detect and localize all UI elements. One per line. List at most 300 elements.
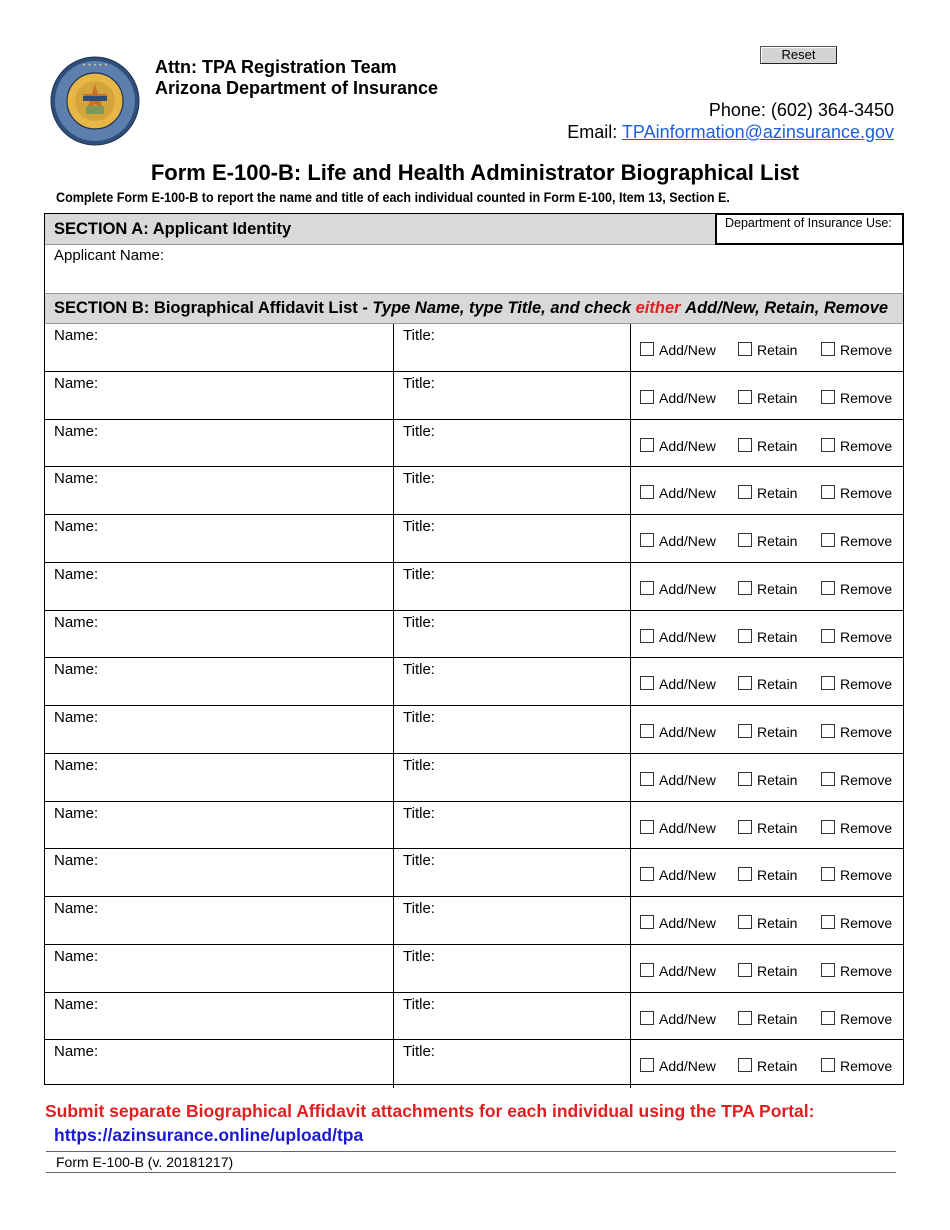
checkbox-icon [640,629,654,643]
title-cell [394,754,631,801]
add-new-label: Add/New [659,580,716,597]
retain-checkbox[interactable] [738,390,797,406]
checkbox-icon [738,1011,752,1025]
add-new-checkbox[interactable] [640,724,716,740]
form-instructions: Complete Form E-100-B to report the name and title of each individual counted in Form E-100, Item 13, Section E. [56,190,730,205]
checkbox-icon [821,342,835,356]
remove-checkbox[interactable] [821,676,892,692]
name-input[interactable] [45,726,397,752]
email-label: Email: [567,122,618,142]
title-input[interactable] [394,344,634,370]
add-new-checkbox[interactable] [640,390,716,406]
remove-label: Remove [840,867,893,884]
table-row [45,658,903,706]
add-new-label: Add/New [659,533,716,549]
checkbox-icon [738,915,752,929]
footer-divider-bottom [46,1172,896,1173]
name-cell [45,945,394,992]
add-new-checkbox[interactable] [640,915,716,931]
name-input[interactable] [45,583,397,609]
title-input[interactable] [394,678,634,704]
checkbox-icon [640,1058,654,1072]
title-label: Title: [403,709,435,726]
biographical-list [45,324,903,1088]
reset-button[interactable]: Reset [760,46,837,64]
checkbox-icon [738,485,752,499]
title-label: Title: [403,422,435,440]
title-input[interactable] [394,726,634,752]
name-cell [45,754,394,801]
checkbox-icon [821,963,835,977]
retain-checkbox[interactable] [738,820,797,836]
retain-checkbox[interactable] [738,485,797,501]
retain-label: Retain [757,962,798,979]
title-cell [394,515,631,562]
tpa-portal-link[interactable]: https://azinsurance.online/upload/tpa [54,1125,364,1145]
retain-label: Retain [757,819,798,836]
checkbox-icon [821,1058,835,1072]
title-cell [394,563,631,610]
remove-checkbox[interactable] [821,963,892,979]
checkbox-icon [640,963,654,977]
checkbox-icon [640,390,654,404]
name-label: Name: [54,947,99,965]
name-cell [45,563,394,610]
name-input[interactable] [45,392,397,418]
table-row [45,324,903,372]
add-new-checkbox[interactable] [640,533,716,549]
name-input[interactable] [45,440,397,466]
checkbox-icon [821,724,835,738]
section-b-instr-2: Add/New, Retain, Remove [685,299,889,317]
action-cell [631,945,903,992]
action-cell [631,372,903,419]
title-label: Title: [403,613,435,631]
name-label: Name: [54,518,99,535]
name-input[interactable] [45,535,397,561]
add-new-label: Add/New [659,1058,716,1075]
add-new-checkbox[interactable] [640,1011,716,1027]
name-label: Name: [54,1043,99,1061]
remove-label: Remove [840,771,893,788]
attn-department: Arizona Department of Insurance [155,78,439,98]
table-row [45,467,903,515]
name-input[interactable] [45,487,397,513]
retain-checkbox[interactable] [738,867,797,883]
action-cell [631,802,903,849]
checkbox-icon [640,820,654,834]
applicant-name-input[interactable] [45,264,907,294]
name-input[interactable] [45,1060,397,1086]
section-b-instr-emphasis: either [635,299,681,317]
name-cell [45,658,394,705]
add-new-label: Add/New [659,1010,716,1027]
name-label: Name: [54,613,99,631]
retain-label: Retain [757,915,798,931]
department-use-box: Department of Insurance Use: [715,213,904,245]
checkbox-icon [821,1011,835,1025]
retain-label: Retain [757,628,798,645]
title-label: Title: [403,1043,435,1061]
add-new-label: Add/New [659,676,716,693]
checkbox-icon [738,676,752,690]
section-b-header [45,293,903,324]
remove-label: Remove [840,533,893,549]
retain-label: Retain [757,389,798,406]
table-row [45,611,903,659]
title-cell [394,372,631,419]
name-cell [45,420,394,467]
title-input[interactable] [394,774,634,800]
title-cell [394,611,631,658]
add-new-checkbox[interactable] [640,485,716,501]
remove-label: Remove [840,724,893,740]
retain-checkbox[interactable] [738,963,797,979]
checkbox-icon [640,915,654,929]
name-label: Name: [54,852,99,870]
add-new-checkbox[interactable] [640,963,716,979]
title-label: Title: [403,995,435,1013]
retain-label: Retain [757,485,798,502]
remove-label: Remove [840,437,893,454]
title-input[interactable] [394,965,634,991]
add-new-label: Add/New [659,867,716,884]
retain-checkbox[interactable] [738,676,797,692]
section-b-instr-1: Type Name, type Title, and check [372,299,632,317]
retain-checkbox[interactable] [738,915,797,931]
checkbox-icon [640,724,654,738]
retain-checkbox[interactable] [738,342,797,358]
contact-block [567,99,894,143]
remove-checkbox[interactable] [821,342,892,358]
add-new-label: Add/New [659,485,716,502]
title-input[interactable] [394,535,634,561]
action-cell [631,658,903,705]
remove-label: Remove [840,389,893,406]
retain-label: Retain [757,437,798,454]
name-cell [45,849,394,896]
name-cell [45,372,394,419]
retain-checkbox[interactable] [738,772,797,788]
remove-label: Remove [840,676,893,693]
svg-text:• • • • •: • • • • • [82,62,108,69]
name-cell [45,515,394,562]
name-input[interactable] [45,965,397,991]
retain-label: Retain [757,724,798,740]
name-input[interactable] [45,822,397,848]
checkbox-icon [640,1011,654,1025]
name-label: Name: [54,804,99,822]
retain-checkbox[interactable] [738,1011,797,1027]
retain-checkbox[interactable] [738,1058,797,1074]
title-input[interactable] [394,440,634,466]
add-new-label: Add/New [659,628,716,645]
form-version: Form E-100-B (v. 20181217) [56,1154,234,1170]
checkbox-icon [821,438,835,452]
checkbox-icon [640,342,654,356]
remove-checkbox[interactable] [821,581,892,597]
title-label: Title: [403,900,435,917]
name-label: Name: [54,756,99,774]
remove-checkbox[interactable] [821,772,892,788]
table-row [45,372,903,420]
action-cell [631,420,903,467]
title-label: Title: [403,470,435,488]
action-cell [631,849,903,896]
table-row [45,420,903,468]
title-label: Title: [403,327,435,344]
title-label: Title: [403,518,435,535]
title-label: Title: [403,565,435,583]
checkbox-icon [821,629,835,643]
title-cell [394,897,631,944]
checkbox-icon [640,533,654,547]
retain-label: Retain [757,1058,798,1075]
form-title: Form E-100-B: Life and Health Administrator Biographical List [150,160,800,185]
name-cell [45,706,394,753]
add-new-checkbox[interactable] [640,867,716,883]
title-input[interactable] [394,1060,634,1086]
title-label: Title: [403,852,435,870]
remove-label: Remove [840,485,893,502]
checkbox-icon [640,676,654,690]
title-input[interactable] [394,487,634,513]
section-b-title: SECTION B: Biographical Affidavit List - [54,299,368,317]
add-new-checkbox[interactable] [640,1058,716,1074]
name-input[interactable] [45,678,397,704]
retain-checkbox[interactable] [738,629,797,645]
checkbox-icon [738,390,752,404]
action-cell [631,754,903,801]
action-cell [631,706,903,753]
checkbox-icon [738,867,752,881]
footer-divider-top [46,1151,896,1152]
remove-label: Remove [840,962,893,979]
remove-checkbox[interactable] [821,915,892,931]
submit-note: Submit separate Biographical Affidavit attachments for each individual using the TPA Portal: [45,1101,815,1121]
title-input[interactable] [394,583,634,609]
retain-label: Retain [757,342,798,358]
title-input[interactable] [394,631,634,657]
table-row [45,897,903,945]
checkbox-icon [738,629,752,643]
title-cell [394,658,631,705]
add-new-checkbox[interactable] [640,581,716,597]
remove-label: Remove [840,1058,893,1075]
retain-checkbox[interactable] [738,724,797,740]
retain-label: Retain [757,771,798,788]
add-new-label: Add/New [659,437,716,454]
remove-checkbox[interactable] [821,867,892,883]
add-new-checkbox[interactable] [640,438,716,454]
attention-block [155,57,438,99]
checkbox-icon [640,772,654,786]
name-cell [45,324,394,371]
name-label: Name: [54,327,99,344]
table-row [45,563,903,611]
title-label: Title: [403,804,435,822]
title-label: Title: [403,756,435,774]
title-input[interactable] [394,1013,634,1039]
action-cell [631,324,903,371]
add-new-checkbox[interactable] [640,342,716,358]
title-label: Title: [403,374,435,392]
checkbox-icon [738,772,752,786]
remove-checkbox[interactable] [821,485,892,501]
name-label: Name: [54,995,99,1013]
remove-checkbox[interactable] [821,724,892,740]
name-label: Name: [54,900,99,917]
title-cell [394,706,631,753]
checkbox-icon [738,533,752,547]
remove-checkbox[interactable] [821,1058,892,1074]
retain-checkbox[interactable] [738,438,797,454]
remove-label: Remove [840,1010,893,1027]
add-new-label: Add/New [659,724,716,740]
title-cell [394,324,631,371]
add-new-label: Add/New [659,962,716,979]
checkbox-icon [640,867,654,881]
remove-checkbox[interactable] [821,1011,892,1027]
title-cell [394,993,631,1040]
title-cell [394,802,631,849]
checkbox-icon [640,581,654,595]
email-line [567,121,894,143]
checkbox-icon [821,485,835,499]
checkbox-icon [821,676,835,690]
form-container [44,213,904,1085]
title-cell [394,467,631,514]
retain-label: Retain [757,533,798,549]
action-cell [631,993,903,1040]
checkbox-icon [738,581,752,595]
action-cell [631,1040,903,1088]
checkbox-icon [821,867,835,881]
checkbox-icon [821,915,835,929]
table-row [45,1040,903,1088]
remove-checkbox[interactable] [821,629,892,645]
name-label: Name: [54,470,99,488]
name-cell [45,897,394,944]
checkbox-icon [640,438,654,452]
name-cell [45,467,394,514]
retain-label: Retain [757,867,798,884]
retain-label: Retain [757,1010,798,1027]
checkbox-icon [738,963,752,977]
title-label: Title: [403,947,435,965]
remove-label: Remove [840,628,893,645]
remove-checkbox[interactable] [821,438,892,454]
title-input[interactable] [394,917,634,943]
name-label: Name: [54,709,99,726]
section-a-title: SECTION A: Applicant Identity [54,220,292,238]
add-new-label: Add/New [659,342,716,358]
table-row [45,945,903,993]
title-cell [394,945,631,992]
name-label: Name: [54,661,99,679]
retain-checkbox[interactable] [738,581,797,597]
title-label: Title: [403,661,435,679]
checkbox-icon [821,772,835,786]
remove-checkbox[interactable] [821,533,892,549]
checkbox-icon [821,820,835,834]
title-cell [394,849,631,896]
remove-checkbox[interactable] [821,390,892,406]
title-input[interactable] [394,869,634,895]
add-new-checkbox[interactable] [640,629,716,645]
add-new-label: Add/New [659,915,716,931]
remove-label: Remove [840,580,893,597]
table-row [45,754,903,802]
table-row [45,706,903,754]
add-new-label: Add/New [659,771,716,788]
remove-label: Remove [840,342,893,358]
remove-label: Remove [840,819,893,836]
name-label: Name: [54,422,99,440]
table-row [45,515,903,563]
name-input[interactable] [45,631,397,657]
name-cell [45,611,394,658]
email-link[interactable]: TPAinformation@azinsurance.gov [621,122,894,142]
checkbox-icon [738,724,752,738]
action-cell [631,515,903,562]
name-label: Name: [54,565,99,583]
checkbox-icon [821,581,835,595]
name-input[interactable] [45,344,397,370]
name-cell [45,993,394,1040]
phone-text: Phone: (602) 364-3450 [708,100,894,120]
add-new-checkbox[interactable] [640,820,716,836]
retain-checkbox[interactable] [738,533,797,549]
table-row [45,993,903,1041]
action-cell [631,611,903,658]
title-input[interactable] [394,392,634,418]
checkbox-icon [821,390,835,404]
department-seal-logo [50,56,140,146]
action-cell [631,897,903,944]
remove-label: Remove [840,915,893,931]
title-cell [394,1040,631,1088]
title-input[interactable] [394,822,634,848]
action-cell [631,563,903,610]
checkbox-icon [738,438,752,452]
retain-label: Retain [757,676,798,693]
attn-team: Attn: TPA Registration Team [155,57,397,77]
add-new-label: Add/New [659,819,716,836]
action-cell [631,467,903,514]
name-cell [45,802,394,849]
checkbox-icon [738,1058,752,1072]
name-input[interactable] [45,774,397,800]
applicant-name-label: Applicant Name: [54,247,165,264]
add-new-checkbox[interactable] [640,772,716,788]
checkbox-icon [640,485,654,499]
table-row [45,849,903,897]
name-cell [45,1040,394,1088]
table-row [45,802,903,850]
remove-checkbox[interactable] [821,820,892,836]
checkbox-icon [738,342,752,356]
name-input[interactable] [45,869,397,895]
name-input[interactable] [45,1013,397,1039]
checkbox-icon [821,533,835,547]
name-input[interactable] [45,917,397,943]
add-new-checkbox[interactable] [640,676,716,692]
retain-label: Retain [757,580,798,597]
title-cell [394,420,631,467]
add-new-label: Add/New [659,389,716,406]
name-label: Name: [54,374,99,392]
